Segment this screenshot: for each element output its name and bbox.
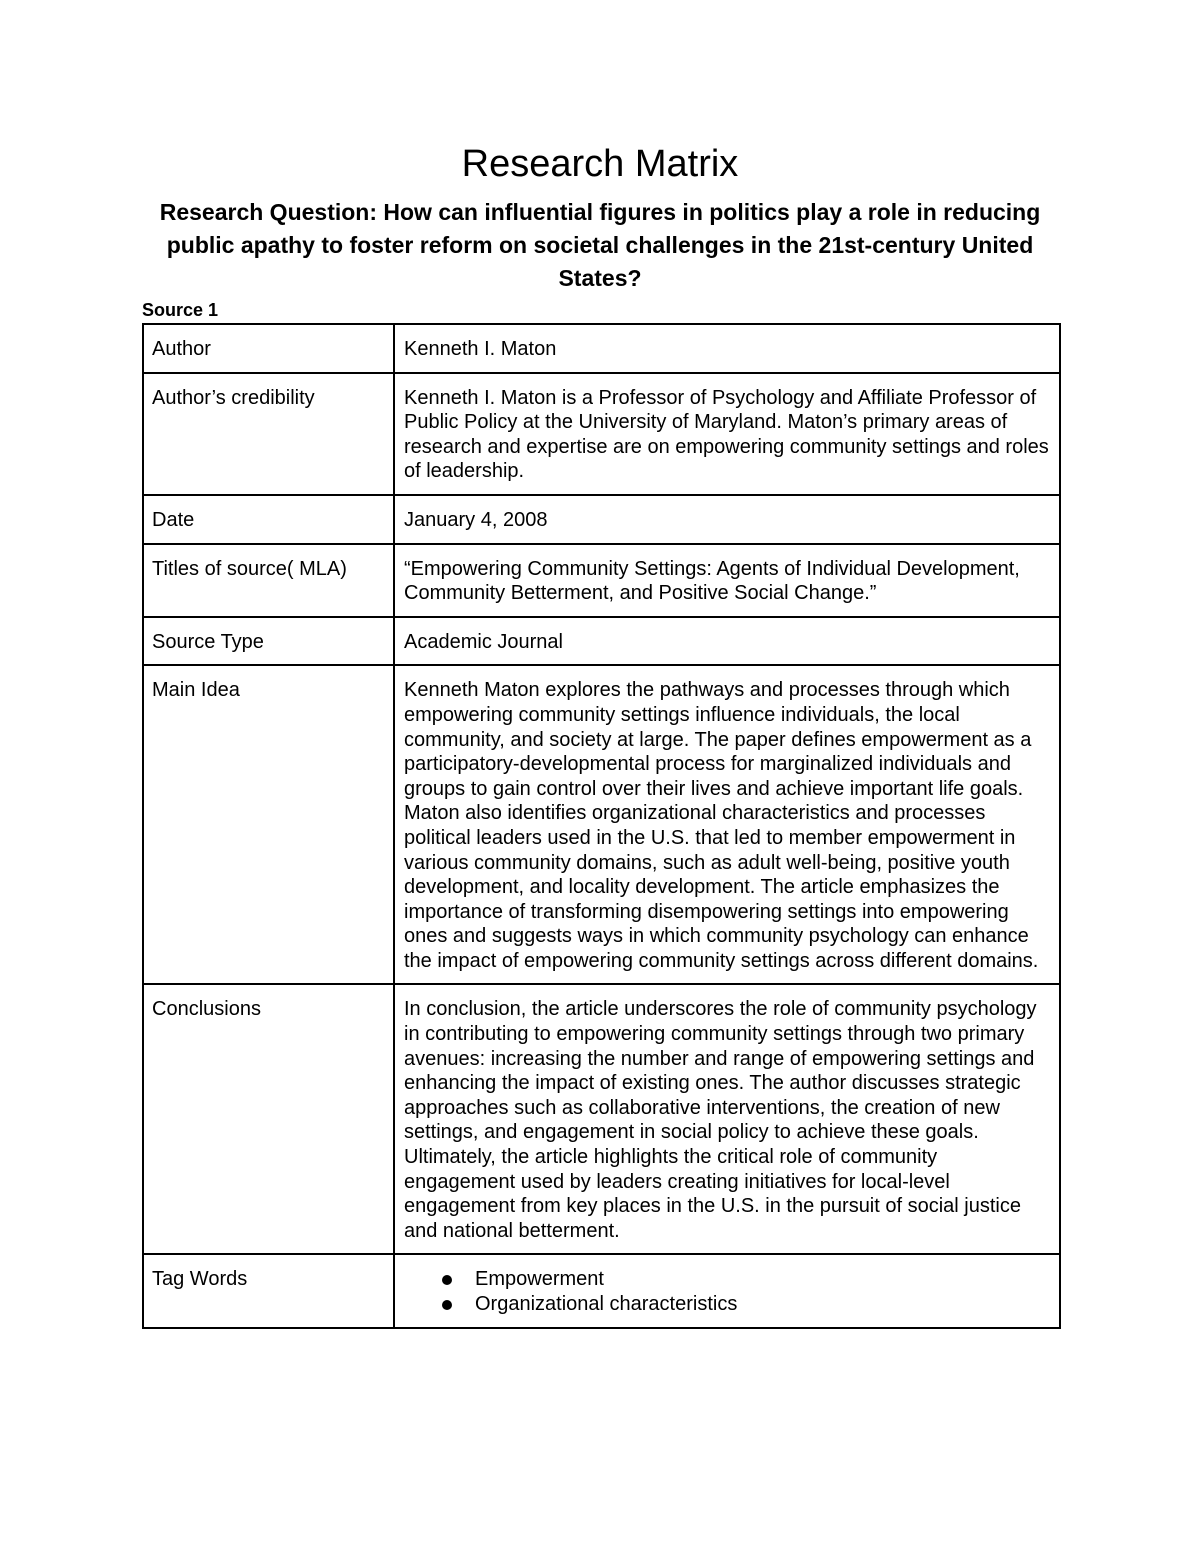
titles-label: Titles of source( MLA) <box>143 544 394 617</box>
tag-words-value <box>394 1254 1060 1327</box>
bullet-icon <box>442 1300 452 1310</box>
research-question: Research Question: How can influential figures in politics play a role in reducing public apathy to foster reform on societal challenges in the 21st-century United States? <box>159 199 1041 291</box>
row-credibility <box>143 373 1060 495</box>
tag-word-item <box>404 1292 1053 1317</box>
row-tag-words <box>143 1254 1060 1327</box>
main-idea-value: Kenneth Maton explores the pathways and processes through which empowering community settings influence individuals, the local community, and society at large. The paper defines empowerment as a participatory-developmental process for marginalized individuals and groups to gain control over their lives and achieve important life goals. Maton also identifies organizational characteristics and processes political leaders used in the U.S. that led to member empowerment in various community domains, such as adult well-being, positive youth development, and locality development. The article emphasizes the importance of transforming disempowering settings into empowering ones and suggests ways in which community psychology can enhance the impact of empowering community settings across different domains. <box>394 665 1060 984</box>
row-main-idea <box>143 665 1060 984</box>
row-source-type <box>143 617 1060 666</box>
row-date <box>143 495 1060 544</box>
bullet-icon <box>442 1275 452 1285</box>
credibility-label: Author’s credibility <box>143 373 394 495</box>
author-value: Kenneth I. Maton <box>394 324 1060 373</box>
date-label: Date <box>143 495 394 544</box>
row-conclusions <box>143 984 1060 1254</box>
source-type-label: Source Type <box>143 617 394 666</box>
conclusions-value: In conclusion, the article underscores the role of community psychology in contributing to empowering community settings through two primary avenues: increasing the number and range of empowering settings and enhancing the impact of existing ones. The author discusses strategic approaches such as collaborative interventions, the creation of new settings, and engagement in social policy to achieve these goals. Ultimately, the article highlights the critical role of community engagement used by leaders creating initiatives for local-level engagement from key places in the U.S. in the pursuit of social justice and national betterment. <box>394 984 1060 1254</box>
conclusions-label: Conclusions <box>143 984 394 1254</box>
tag-words-label: Tag Words <box>143 1254 394 1327</box>
credibility-value: Kenneth I. Maton is a Professor of Psychology and Affiliate Professor of Public Policy at the University of Maryland. Maton’s primary areas of research and expertise are on empowering community settings and roles of leadership. <box>394 373 1060 495</box>
tag-word-text: Organizational characteristics <box>475 1293 738 1315</box>
tag-word-text: Empowerment <box>475 1268 604 1291</box>
author-label: Author <box>143 324 394 373</box>
titles-value: “Empowering Community Settings: Agents of Individual Development, Community Betterment, and Positive Social Change.” <box>394 544 1060 617</box>
main-idea-label: Main Idea <box>143 665 394 984</box>
date-value: January 4, 2008 <box>394 495 1060 544</box>
source-label: Source 1 <box>142 300 219 320</box>
row-author <box>143 324 1060 373</box>
row-titles <box>143 544 1060 617</box>
tag-word-item <box>404 1267 1053 1292</box>
document-title: Research Matrix <box>461 143 739 185</box>
source-type-value: Academic Journal <box>394 617 1060 666</box>
research-matrix-table <box>142 323 1061 1329</box>
tag-words-list <box>404 1267 1053 1316</box>
